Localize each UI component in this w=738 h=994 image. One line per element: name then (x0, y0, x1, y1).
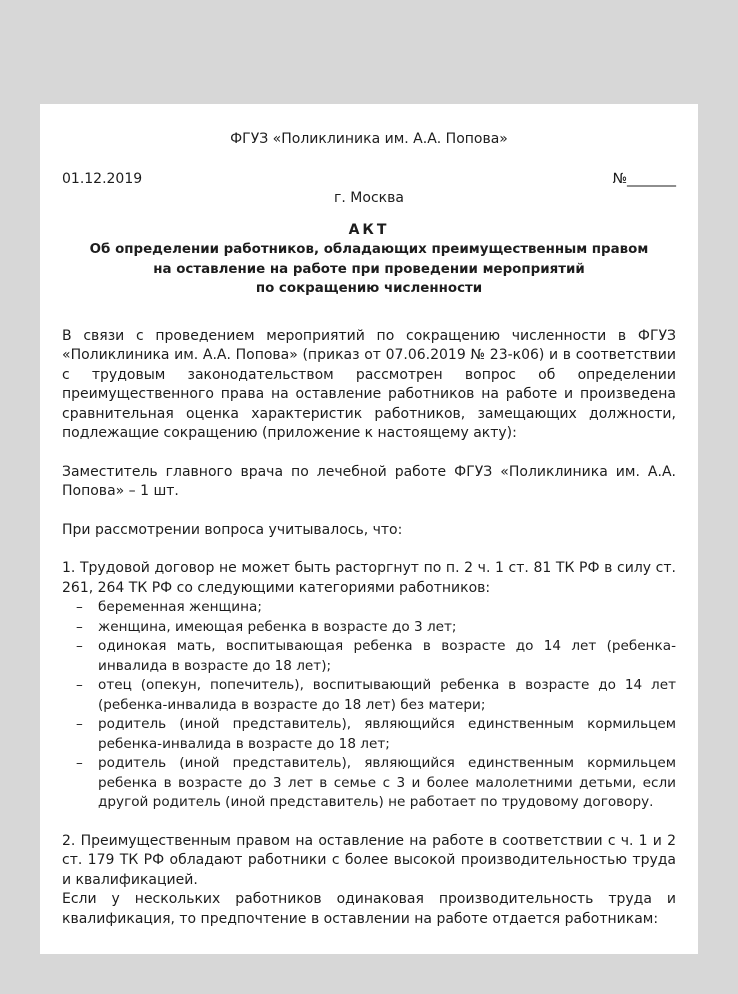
list-item (62, 754, 676, 813)
document-body (62, 130, 676, 929)
list-item (62, 618, 676, 638)
categories-list (62, 598, 676, 813)
subtitle-line-1: Об определении работников, обладающих преимущественным правом (89, 242, 649, 257)
document-title: АКТ (348, 221, 390, 238)
dash-mark: – (76, 677, 83, 693)
considered-paragraph: При рассмотрении вопроса учитывалось, что: (62, 521, 403, 538)
list-item-text: родитель (иной представитель), являющийся единственным кормильцем ребенка-инвалида в возрасте до 18 лет; (98, 716, 676, 752)
point-1-paragraph: 1. Трудовой договор не может быть расторгнут по п. 2 ч. 1 ст. 81 ТК РФ в силу ст. 261, 264 ТК РФ со следующими категориями работников: (62, 560, 676, 596)
list-item-text: женщина, имеющая ребенка в возрасте до 3 лет; (98, 618, 457, 635)
intro-paragraph: В связи с проведением мероприятий по сокращению численности в ФГУЗ «Поликлиника им. А.А. Попова» (приказ от 07.06.2019 № 23-к06) и в соответствии с трудовым законодательством рассмотрен вопрос об определении преимущественного права на оставление работников на работе и произведена сравнительная оценка характеристик работников, замещающих должности, подлежащие сокращению (приложение к настоящему акту): (62, 327, 676, 441)
dash-mark: – (76, 716, 83, 732)
list-item (62, 715, 676, 754)
point-2-continued-paragraph: Если у нескольких работников одинаковая производительность труда и квалификация, то предпочтение в оставлении на работе отдается работникам: (62, 891, 676, 927)
list-item (62, 676, 676, 715)
date-number-line (62, 170, 676, 190)
dash-mark: – (76, 618, 83, 635)
point-2-paragraph: 2. Преимущественным правом на оставление на работе в соответствии с ч. 1 и 2 ст. 179 ТК РФ обладают работники с более высокой производительностью труда и квалификацией. (62, 832, 676, 888)
dash-mark: – (76, 755, 83, 771)
organization-name: ФГУЗ «Поликлиника им. А.А. Попова» (230, 131, 508, 147)
dash-mark: – (76, 599, 83, 615)
document-page (40, 104, 698, 954)
list-item-text: родитель (иной представитель), являющийся единственным кормильцем ребенка в возрасте до 3 лет в семье с 3 и более малолетними детьми, если другой родитель (иной представитель) не работает по трудовому договору. (98, 755, 676, 810)
list-item-text: одинокая мать, воспитывающая ребенка в возрасте до 14 лет (ребенка-инвалида в возрасте до 18 лет); (98, 638, 676, 674)
subtitle-line-2: на оставление на работе при проведении мероприятий (153, 261, 585, 277)
list-item-text: отец (опекун, попечитель), воспитывающий ребенка в возрасте до 14 лет (ребенка-инвалида в возрасте до 18 лет) без матери; (98, 677, 676, 713)
list-item (62, 598, 676, 618)
list-item-text: беременная женщина; (98, 599, 262, 615)
dash-mark: – (76, 638, 83, 654)
document-city: г. Москва (334, 190, 404, 206)
document-number: №_______ (612, 170, 676, 187)
position-paragraph: Заместитель главного врача по лечебной работе ФГУЗ «Поликлиника им. А.А. Попова» – 1 шт. (62, 463, 676, 499)
list-item (62, 637, 676, 676)
document-date: 01.12.2019 (62, 170, 143, 187)
subtitle-line-3: по сокращению численности (255, 281, 483, 296)
